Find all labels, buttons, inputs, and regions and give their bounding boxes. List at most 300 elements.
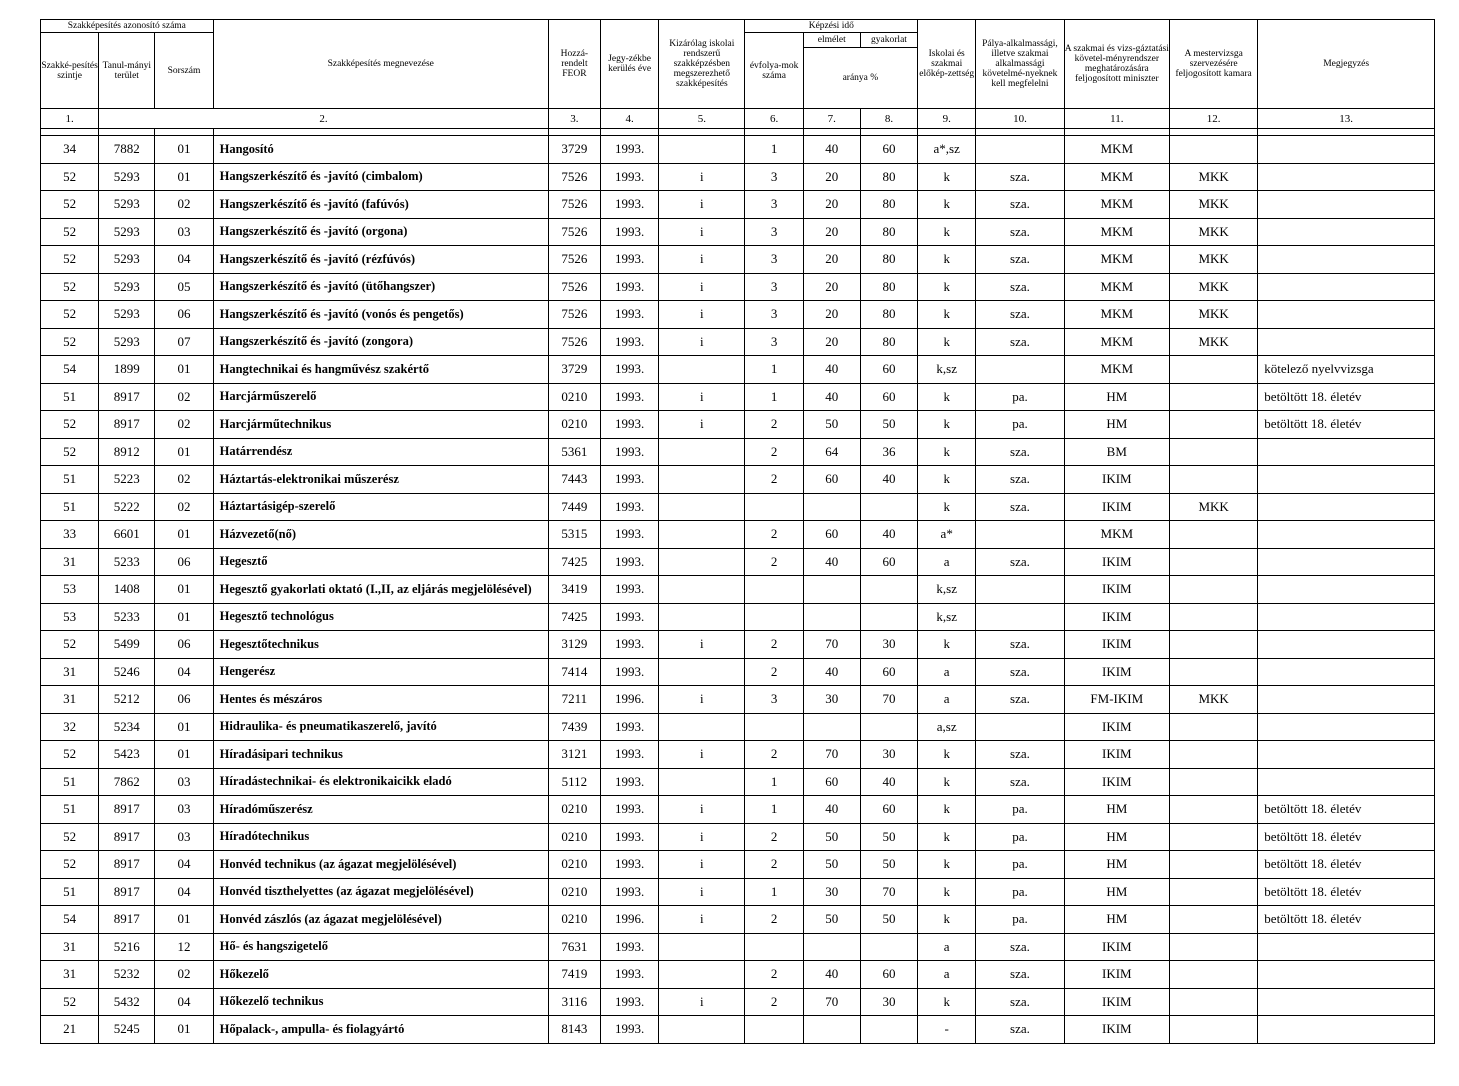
cell-years-count: 2 [745,851,803,879]
cell-minister: HM [1064,878,1169,906]
cell-serial: 02 [155,493,213,521]
cell-remarks: betöltött 18. életév [1258,823,1435,851]
cell-remarks [1258,686,1435,714]
cell-chamber: MKK [1169,163,1257,191]
cell-serial: 01 [155,713,213,741]
table-row [41,713,1435,741]
cell-chamber [1169,136,1257,164]
cell-field: 5499 [99,631,155,659]
cell-level: 52 [41,741,99,769]
cell-chamber: MKK [1169,301,1257,329]
cell-aptitude [976,603,1064,631]
cell-practice: 80 [860,328,917,356]
cell-field: 5293 [99,273,155,301]
table-row [41,631,1435,659]
cell-years-count: 3 [745,686,803,714]
cell-level: 52 [41,191,99,219]
cell-years-count: 2 [745,466,803,494]
table-row [41,796,1435,824]
cell-practice: 60 [860,356,917,384]
cell-year: 1993. [600,878,658,906]
cell-remarks [1258,933,1435,961]
cell-theory: 20 [803,301,860,329]
cell-aptitude: pa. [976,878,1064,906]
cell-years-count: 1 [745,383,803,411]
cell-school-only: i [659,988,745,1016]
cell-level: 51 [41,383,99,411]
cell-name: Hidraulika- és pneumatikaszerelő, javító [213,713,548,741]
cell-level: 21 [41,1016,99,1044]
cell-year: 1993. [600,961,658,989]
cell-chamber [1169,906,1257,934]
cell-minister: HM [1064,906,1169,934]
cell-year: 1993. [600,548,658,576]
cell-school-only: i [659,328,745,356]
cell-name: Hegesztő [213,548,548,576]
cell-serial: 04 [155,878,213,906]
cell-prerequisite: k [918,383,976,411]
cell-level: 52 [41,823,99,851]
cell-prerequisite: a,sz [918,713,976,741]
cell-name: Híradástechnikai- és elektronikaicikk eladó [213,768,548,796]
cell-school-only [659,438,745,466]
cell-years-count: 3 [745,273,803,301]
cell-prerequisite: k [918,273,976,301]
cell-feor: 5361 [548,438,600,466]
table-row [41,493,1435,521]
cell-level: 51 [41,796,99,824]
cell-practice: 80 [860,218,917,246]
cell-years-count: 1 [745,796,803,824]
cell-theory: 50 [803,823,860,851]
header-training-time: Képzési idő [745,20,918,33]
header-years-count: évfolya-mok száma [745,33,803,109]
cell-school-only [659,961,745,989]
header-field: Tanul-mányi terület [99,33,155,109]
cell-school-only: i [659,878,745,906]
header-theory: elmélet [803,33,860,48]
cell-minister: IKIM [1064,713,1169,741]
cell-chamber [1169,796,1257,824]
cell-feor: 7526 [548,273,600,301]
cell-level: 54 [41,906,99,934]
cell-remarks [1258,741,1435,769]
column-number: 13. [1258,109,1435,129]
cell-minister: IKIM [1064,988,1169,1016]
cell-field: 5432 [99,988,155,1016]
cell-practice: 50 [860,411,917,439]
cell-name: Hőpalack-, ampulla- és fiolagyártó [213,1016,548,1044]
cell-school-only [659,548,745,576]
cell-years-count: 2 [745,988,803,1016]
cell-field: 5234 [99,713,155,741]
cell-field: 6601 [99,521,155,549]
column-number: 1. [41,109,99,129]
cell-prerequisite: a [918,658,976,686]
cell-theory: 70 [803,988,860,1016]
table-row [41,383,1435,411]
cell-feor: 7526 [548,191,600,219]
cell-school-only: i [659,301,745,329]
cell-school-only [659,603,745,631]
cell-feor: 7631 [548,933,600,961]
cell-minister: MKM [1064,273,1169,301]
cell-remarks [1258,548,1435,576]
table-row [41,851,1435,879]
cell-remarks [1258,466,1435,494]
cell-aptitude: sza. [976,686,1064,714]
cell-remarks [1258,631,1435,659]
table-row [41,823,1435,851]
cell-theory [803,576,860,604]
cell-field: 5293 [99,301,155,329]
cell-theory: 60 [803,521,860,549]
cell-chamber [1169,521,1257,549]
cell-remarks: betöltött 18. életév [1258,906,1435,934]
cell-school-only: i [659,411,745,439]
cell-year: 1993. [600,411,658,439]
cell-remarks: betöltött 18. életév [1258,796,1435,824]
header-year: Jegy-zékbe kerülés éve [600,20,658,109]
cell-aptitude: sza. [976,466,1064,494]
cell-practice: 50 [860,823,917,851]
cell-chamber [1169,356,1257,384]
cell-chamber [1169,961,1257,989]
cell-school-only [659,768,745,796]
cell-feor: 7526 [548,218,600,246]
cell-minister: IKIM [1064,493,1169,521]
cell-practice: 30 [860,741,917,769]
cell-year: 1993. [600,246,658,274]
cell-name: Hegesztő technológus [213,603,548,631]
cell-minister: IKIM [1064,631,1169,659]
cell-aptitude: sza. [976,933,1064,961]
cell-name: Hőkezelő [213,961,548,989]
cell-serial: 01 [155,906,213,934]
cell-years-count: 2 [745,438,803,466]
cell-serial: 02 [155,411,213,439]
cell-chamber [1169,851,1257,879]
cell-minister: HM [1064,411,1169,439]
cell-name: Hegesztőtechnikus [213,631,548,659]
cell-school-only [659,1016,745,1044]
cell-chamber [1169,548,1257,576]
cell-name: Hangszerkészítő és -javító (fafúvós) [213,191,548,219]
column-number: 3. [548,109,600,129]
cell-serial: 06 [155,548,213,576]
cell-field: 5293 [99,328,155,356]
table-row [41,961,1435,989]
cell-theory: 20 [803,163,860,191]
cell-minister: IKIM [1064,933,1169,961]
cell-feor: 7526 [548,246,600,274]
cell-theory: 50 [803,411,860,439]
cell-minister: IKIM [1064,576,1169,604]
cell-serial: 01 [155,521,213,549]
cell-name: Hangosító [213,136,548,164]
cell-feor: 7425 [548,603,600,631]
cell-field: 5222 [99,493,155,521]
cell-name: Híradásipari technikus [213,741,548,769]
cell-theory [803,493,860,521]
cell-serial: 03 [155,823,213,851]
cell-theory: 40 [803,548,860,576]
table-row [41,411,1435,439]
cell-practice: 50 [860,906,917,934]
table-row [41,218,1435,246]
cell-years-count: 2 [745,823,803,851]
cell-level: 32 [41,713,99,741]
cell-feor: 7449 [548,493,600,521]
cell-prerequisite: a [918,548,976,576]
table-row [41,1016,1435,1044]
table-row [41,438,1435,466]
cell-chamber [1169,741,1257,769]
cell-prerequisite: k [918,191,976,219]
cell-minister: MKM [1064,218,1169,246]
cell-theory [803,603,860,631]
cell-years-count [745,933,803,961]
cell-remarks [1258,521,1435,549]
cell-school-only [659,713,745,741]
cell-level: 52 [41,851,99,879]
cell-aptitude [976,713,1064,741]
cell-years-count [745,603,803,631]
cell-years-count [745,493,803,521]
cell-minister: IKIM [1064,1016,1169,1044]
cell-serial: 04 [155,658,213,686]
table-row [41,301,1435,329]
cell-practice: 36 [860,438,917,466]
cell-feor: 0210 [548,878,600,906]
cell-aptitude: sza. [976,273,1064,301]
cell-aptitude [976,136,1064,164]
cell-prerequisite: k [918,411,976,439]
cell-prerequisite: k [918,906,976,934]
cell-remarks [1258,136,1435,164]
cell-years-count: 2 [745,906,803,934]
cell-field: 1408 [99,576,155,604]
cell-practice: 40 [860,768,917,796]
cell-feor: 3729 [548,136,600,164]
cell-name: Hangszerkészítő és -javító (ütőhangszer) [213,273,548,301]
cell-chamber [1169,713,1257,741]
cell-year: 1993. [600,301,658,329]
cell-aptitude: pa. [976,851,1064,879]
cell-aptitude: sza. [976,246,1064,274]
cell-serial: 01 [155,603,213,631]
cell-level: 52 [41,273,99,301]
cell-theory [803,933,860,961]
cell-serial: 04 [155,988,213,1016]
cell-serial: 04 [155,851,213,879]
cell-field: 8917 [99,851,155,879]
cell-theory: 20 [803,328,860,356]
cell-practice [860,493,917,521]
cell-level: 54 [41,356,99,384]
cell-aptitude: sza. [976,768,1064,796]
cell-theory: 40 [803,136,860,164]
cell-year: 1993. [600,466,658,494]
cell-feor: 8143 [548,1016,600,1044]
cell-aptitude: sza. [976,631,1064,659]
cell-remarks [1258,1016,1435,1044]
cell-name: Hangtechnikai és hangművész szakértő [213,356,548,384]
cell-year: 1993. [600,768,658,796]
cell-aptitude: sza. [976,988,1064,1016]
header-name: Szakképesítés megnevezése [213,20,548,109]
cell-feor: 7414 [548,658,600,686]
cell-serial: 01 [155,1016,213,1044]
cell-field: 8917 [99,823,155,851]
cell-name: Honvéd tiszthelyettes (az ágazat megjelölésével) [213,878,548,906]
cell-chamber [1169,878,1257,906]
cell-remarks: betöltött 18. életév [1258,383,1435,411]
cell-serial: 06 [155,301,213,329]
cell-feor: 0210 [548,823,600,851]
cell-level: 31 [41,961,99,989]
cell-level: 52 [41,218,99,246]
cell-serial: 06 [155,686,213,714]
column-number: 7. [803,109,860,129]
cell-year: 1993. [600,823,658,851]
header-level: Szakké-pesítés szintje [41,33,99,109]
cell-level: 52 [41,163,99,191]
cell-feor: 0210 [548,796,600,824]
cell-name: Honvéd technikus (az ágazat megjelölésével) [213,851,548,879]
cell-chamber [1169,768,1257,796]
cell-feor: 0210 [548,851,600,879]
table-row [41,466,1435,494]
cell-years-count: 2 [745,521,803,549]
cell-feor: 3419 [548,576,600,604]
cell-aptitude: sza. [976,163,1064,191]
cell-feor: 7439 [548,713,600,741]
cell-serial: 01 [155,438,213,466]
cell-prerequisite: a*,sz [918,136,976,164]
header-school-only: Kizárólag iskolai rendszerű szakképzésben megszerezhető szakképesítés [659,20,745,109]
cell-serial: 07 [155,328,213,356]
cell-level: 31 [41,548,99,576]
cell-year: 1993. [600,933,658,961]
cell-chamber [1169,988,1257,1016]
cell-aptitude: pa. [976,383,1064,411]
cell-remarks [1258,328,1435,356]
cell-feor: 3116 [548,988,600,1016]
cell-remarks [1258,988,1435,1016]
cell-remarks [1258,961,1435,989]
cell-field: 8917 [99,796,155,824]
cell-remarks [1258,493,1435,521]
table-row [41,191,1435,219]
column-number: 6. [745,109,803,129]
cell-practice: 80 [860,273,917,301]
cell-school-only [659,466,745,494]
cell-feor: 5315 [548,521,600,549]
cell-practice: 30 [860,631,917,659]
cell-serial: 02 [155,466,213,494]
cell-serial: 12 [155,933,213,961]
header-id-group: Szakképesítés azonosító száma [41,20,214,33]
cell-name: Hentes és mészáros [213,686,548,714]
cell-practice [860,933,917,961]
cell-prerequisite: a [918,686,976,714]
cell-chamber [1169,823,1257,851]
cell-school-only: i [659,906,745,934]
cell-chamber [1169,631,1257,659]
cell-minister: MKM [1064,246,1169,274]
table-row [41,686,1435,714]
cell-chamber [1169,603,1257,631]
cell-level: 52 [41,301,99,329]
cell-minister: BM [1064,438,1169,466]
cell-level: 51 [41,493,99,521]
cell-school-only [659,356,745,384]
cell-school-only: i [659,823,745,851]
cell-chamber [1169,658,1257,686]
cell-remarks [1258,713,1435,741]
cell-years-count: 1 [745,136,803,164]
cell-field: 8912 [99,438,155,466]
cell-year: 1993. [600,658,658,686]
cell-feor: 0210 [548,383,600,411]
cell-feor: 7425 [548,548,600,576]
cell-practice: 80 [860,246,917,274]
cell-years-count: 2 [745,961,803,989]
cell-level: 31 [41,933,99,961]
cell-year: 1993. [600,383,658,411]
cell-year: 1993. [600,796,658,824]
cell-prerequisite: k [918,218,976,246]
header-ratio: aránya % [803,48,917,109]
cell-remarks [1258,218,1435,246]
cell-field: 5246 [99,658,155,686]
cell-chamber [1169,411,1257,439]
cell-feor: 3129 [548,631,600,659]
cell-practice: 60 [860,548,917,576]
table-row [41,658,1435,686]
cell-remarks [1258,191,1435,219]
cell-chamber [1169,576,1257,604]
cell-practice: 70 [860,686,917,714]
cell-name: Hangszerkészítő és -javító (rézfúvós) [213,246,548,274]
cell-minister: HM [1064,851,1169,879]
cell-name: Híradótechnikus [213,823,548,851]
cell-school-only [659,521,745,549]
cell-remarks [1258,576,1435,604]
cell-aptitude: sza. [976,658,1064,686]
cell-field: 5232 [99,961,155,989]
cell-field: 5212 [99,686,155,714]
cell-years-count [745,1016,803,1044]
cell-name: Háztartás-elektronikai műszerész [213,466,548,494]
cell-prerequisite: k [918,163,976,191]
cell-school-only [659,933,745,961]
cell-serial: 06 [155,631,213,659]
cell-prerequisite: k [918,328,976,356]
cell-field: 7862 [99,768,155,796]
cell-prerequisite: k [918,741,976,769]
cell-practice [860,576,917,604]
cell-prerequisite: k,sz [918,356,976,384]
cell-name: Hangszerkészítő és -javító (orgona) [213,218,548,246]
cell-year: 1993. [600,713,658,741]
cell-practice: 70 [860,878,917,906]
cell-feor: 7526 [548,301,600,329]
cell-theory: 50 [803,851,860,879]
cell-serial: 02 [155,383,213,411]
cell-theory: 20 [803,273,860,301]
